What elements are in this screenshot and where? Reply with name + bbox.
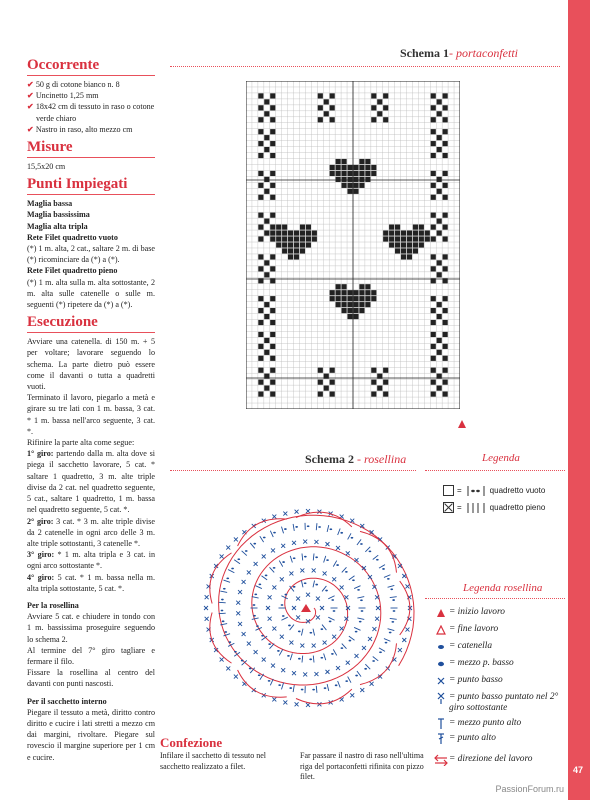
stitch-symbols-icon xyxy=(465,503,487,513)
legend-item: = inizio lavoro xyxy=(433,607,568,618)
rose-legend-title: Legenda rosellina xyxy=(463,582,543,594)
rose-diagram xyxy=(190,480,430,730)
stitch-desc: (*) 1 m. alta, 2 cat., saltare 2 m. di base (*) ricominciare da (*) a (*). xyxy=(27,244,155,265)
materials-list xyxy=(27,79,155,135)
subheading: Per il sacchetto interno xyxy=(27,696,107,706)
esecuzione-heading: Esecuzione xyxy=(27,314,98,331)
stitch-name: Rete Filet quadretto vuoto xyxy=(27,232,118,242)
list-item: ✔ Nastro in raso, alto mezzo cm xyxy=(27,124,133,134)
paragraph: Rifinire la parte alta come segue: xyxy=(27,438,135,448)
paragraph: Piegare il tessuto a metà, diritto contro diritto e cucire i lati stretti a mezzo cm dai margini, rivoltare. Piegare sul rovescio il margine superiore per 1 cm e cucire. xyxy=(27,707,155,762)
paragraph: Far passare il nastro di raso nell'ultima riga del portaconfetti rifinita con pizzo filet. xyxy=(300,751,424,781)
round-1: 1° giro: partendo dalla m. alta dove si piega il sacchetto lavorare, 5 cat. * saltare 1 quadretto, 3 m. alte triple divise da 2 cat. nel quadretto seguente, 5 cat., saltare 1 quadretto, 1 m. bassa nel quadretto seguente, 5 cat. *. xyxy=(27,449,155,515)
filled-square-icon xyxy=(443,502,454,513)
stitch-name: Maglia bassa xyxy=(27,199,73,209)
legend-item: = punto alto xyxy=(433,733,568,744)
check-icon: ✔ xyxy=(27,124,36,134)
page-number: 47 xyxy=(572,765,583,775)
stitch-name: Maglia bassissima xyxy=(27,210,90,220)
empty-square-icon xyxy=(443,485,454,496)
confezione-heading: Confezione xyxy=(160,735,223,750)
check-icon: ✔ xyxy=(27,102,36,112)
triangle-filled-icon xyxy=(436,608,446,618)
check-icon: ✔ xyxy=(27,91,36,101)
paragraph: Avviare una catenella. di 150 m. + 5 per voltare; lavorare seguendo lo schema. La parte dietro può essere come il davanti o tutta a quadretti vuoti. xyxy=(27,337,155,392)
legend-item: = catenella xyxy=(433,641,568,652)
round-2: 2° giro: 3 cat. * 3 m. alte triple divise da 2 catenelle in ogni arco delle 3 m. alte triple sottostanti, 3 catenelle *. xyxy=(27,516,156,548)
start-arrow-icon xyxy=(458,420,466,428)
schema2-title: Schema 2 - rosellina xyxy=(305,452,407,466)
legend-title: Legenda xyxy=(482,452,520,464)
list-item: ✔ 18x42 cm di tessuto in raso o cotone verde chiaro xyxy=(27,102,155,123)
subheading: Per la rosellina xyxy=(27,600,79,610)
oval-icon xyxy=(436,659,446,669)
paragraph: Fissare la rosellina al centro del davanti con punti nascosti. xyxy=(27,668,155,689)
filet-chart xyxy=(246,81,460,409)
legend-item: = fine lavoro xyxy=(433,624,568,635)
round-4: 4° giro: 5 cat. * 1 m. bassa nella m. alta tripla sottostante, 5 cat. *. xyxy=(27,572,155,593)
stitch-desc: (*) 1 m. alta sulla m. alta sottostante, 2 m. alta sulle catenelle o sulle m. seguenti (*) ripetere da (*) a (*). xyxy=(27,277,155,310)
schema1-title: Schema 1- portaconfetti xyxy=(400,46,518,60)
occorrente-heading: Occorrente xyxy=(27,57,100,73)
triangle-outline-icon xyxy=(436,625,446,635)
check-icon: ✔ xyxy=(27,80,36,89)
watermark: PassionForum.ru xyxy=(495,784,564,794)
punti-heading: Punti Impiegati xyxy=(27,176,128,193)
cross-icon xyxy=(436,676,446,686)
list-item: ✔ 50 g di cotone bianco n. 8 xyxy=(27,80,120,89)
stitch-name: Rete Filet quadretto pieno xyxy=(27,266,118,276)
stitch-symbols-icon xyxy=(465,486,487,496)
half-treble-icon xyxy=(436,718,446,730)
legend-item: = punto basso puntato nel 2° giro sottostante xyxy=(433,692,568,713)
instructions-column xyxy=(27,57,155,763)
list-item: ✔ Uncinetto 1,25 mm xyxy=(27,91,99,101)
paragraph: Infilare il sacchetto di tessuto nel sacchetto realizzato a filet. xyxy=(160,751,266,771)
paragraph: Al termine del 7° giro tagliare e fermare il filo. xyxy=(27,645,155,666)
stitch-name: Maglia alta tripla xyxy=(27,221,88,231)
paragraph: Terminato il lavoro, piegarlo a metà e girare su tre lati con 1 m. bassa, 3 cat. * 1 m. bassa nell'arco seguente, 3 cat. *. xyxy=(27,393,155,436)
legend-full: = quadretto pieno xyxy=(443,502,545,513)
misure-text: 15,5x20 cm xyxy=(27,162,66,172)
cross-underline-icon xyxy=(436,692,446,704)
small-oval-icon xyxy=(436,642,446,652)
paragraph: Avviare 5 cat. e chiudere in tondo con 1 m. bassissima proseguire seguendo lo schema 2. xyxy=(27,612,155,644)
legend-empty: = quadretto vuoto xyxy=(443,485,545,496)
misure-heading: Misure xyxy=(27,139,73,156)
round-3: 3° giro: * 1 m. alta tripla e 3 cat. in ogni arco sottostante *. xyxy=(27,550,155,571)
confezione-section xyxy=(160,735,460,783)
legend-item: = mezzo p. basso xyxy=(433,658,568,669)
legend-item: = direzione del lavoro xyxy=(433,754,568,765)
legend-item: = punto basso xyxy=(433,675,568,686)
side-stripe xyxy=(568,0,590,800)
legend-item: = mezzo punto alto xyxy=(433,718,568,729)
